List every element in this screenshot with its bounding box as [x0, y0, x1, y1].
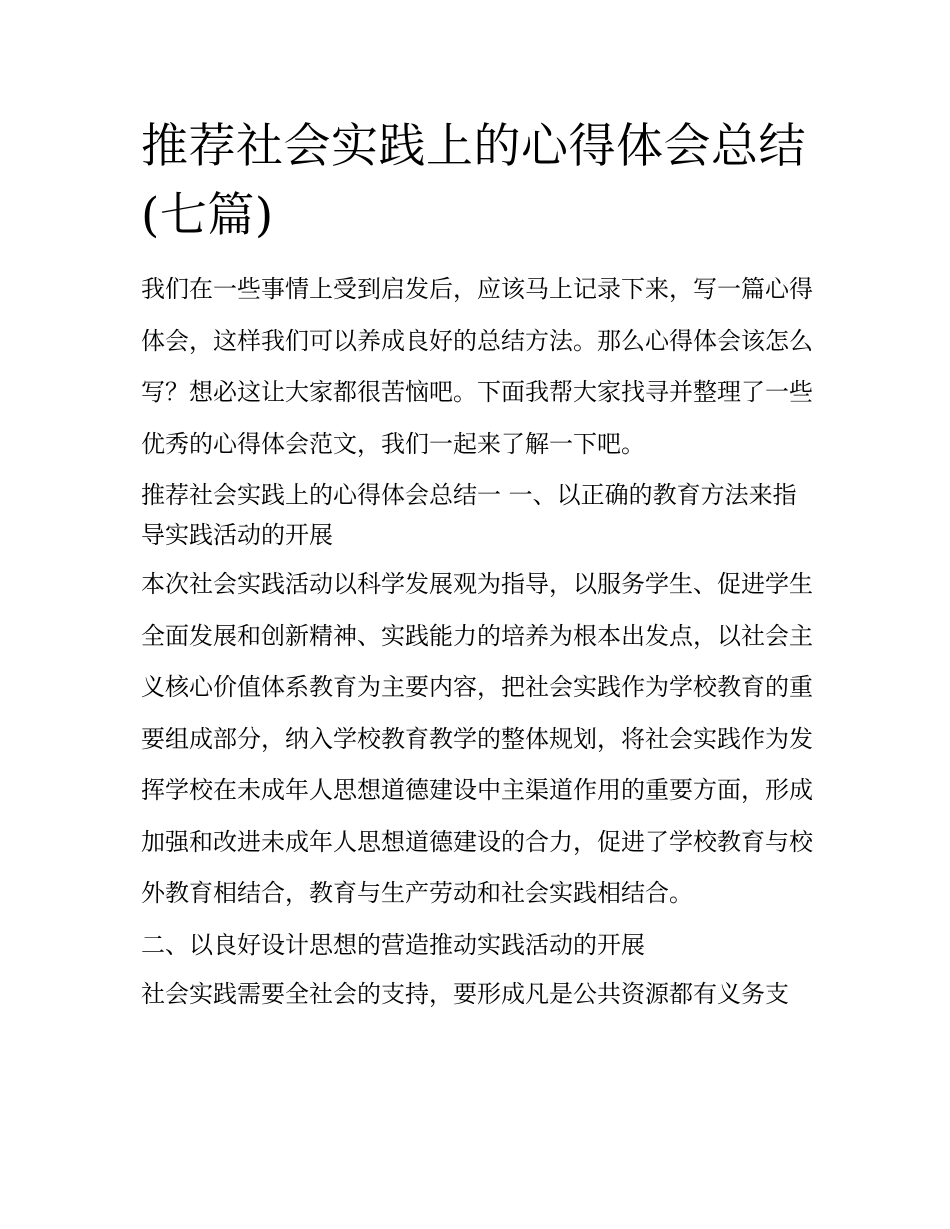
section-2-heading: 二、以良好设计思想的营造推动实践活动的开展	[141, 930, 645, 959]
section-1-heading: 推荐社会实践上的心得体会总结一 一、以正确的教育方法来指导实践活动的开展	[141, 481, 797, 549]
section-2-paragraph: 社会实践需要全社会的支持，要形成凡是公共资源都有义务支	[141, 979, 789, 1008]
section-1-paragraph: 本次社会实践活动以科学发展观为指导，以服务学生、促进学生全面发展和创新精神、实践能力的培养为根本出发点，以社会主义核心价值体系教育为主要内容，把社会实践作为学校教育的重要组成部分，纳入学校教育教学的整体规划，将社会实践作为发挥学校在未成年人思想道德建设中主渠道作用的重要方面，形成加强和改进未成年人思想道德建设的合力，促进了学校教育与校外教育相结合，教育与生产劳动和社会实践相结合。	[141, 570, 813, 907]
intro-paragraph: 我们在一些事情上受到启发后，应该马上记录下来，写一篇心得体会，这样我们可以养成良好的总结方法。那么心得体会该怎么写？想必这让大家都很苦恼吧。下面我帮大家找寻并整理了一些优秀的心得体会范文，我们一起来了解一下吧。	[141, 275, 813, 458]
document-page	[141, 112, 813, 1020]
document-title: 推荐社会实践上的心得体会总结(七篇)	[141, 119, 806, 243]
